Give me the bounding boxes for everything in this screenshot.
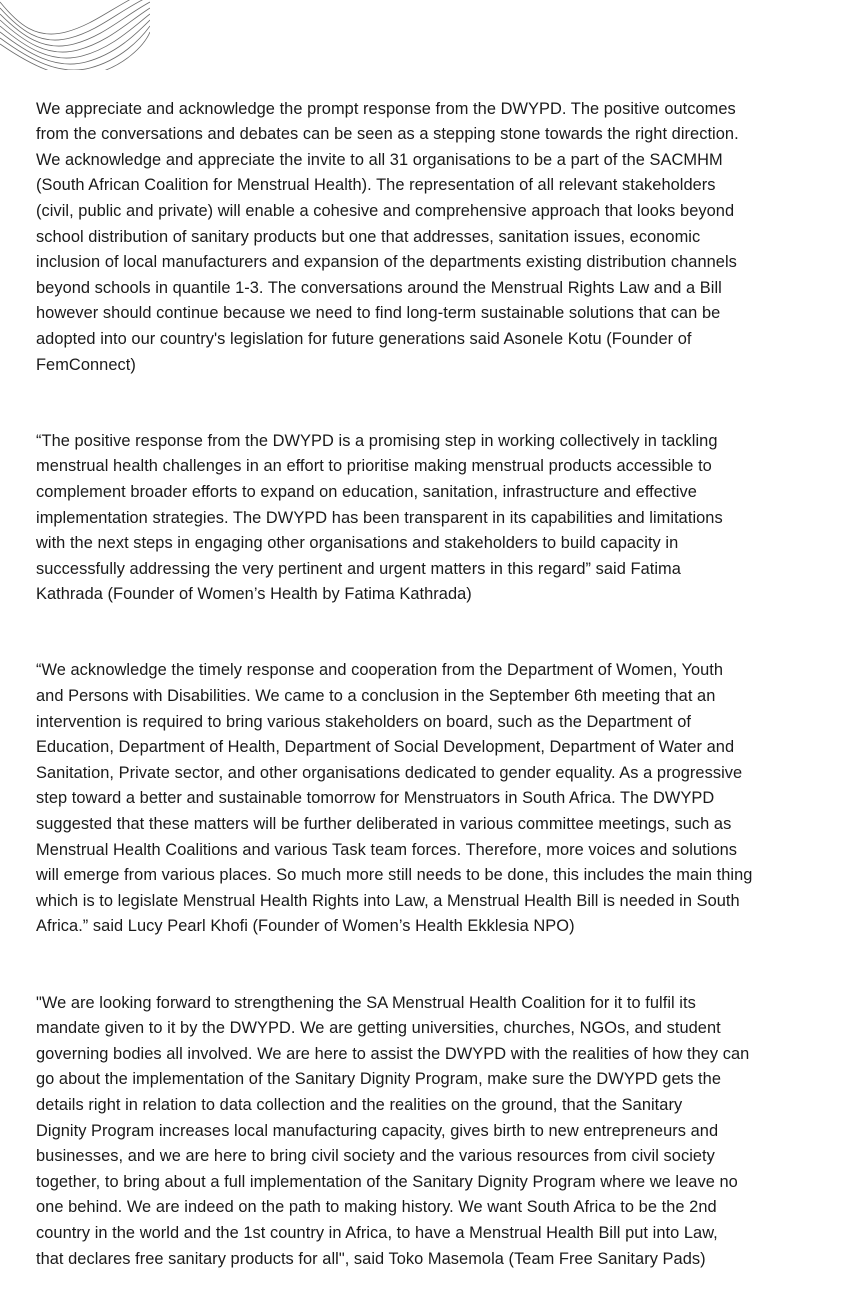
- paragraph-lucy-pearl-khofi: [36, 633, 826, 940]
- text-line: complement broader efforts to expand on education, sanitation, infrastructure and effective: [36, 482, 697, 501]
- text-line: Sanitation, Private sector, and other organisations dedicated to gender equality. As a progressive: [36, 763, 743, 782]
- text-line: intervention is required to bring various stakeholders on board, such as the Department of: [36, 712, 692, 731]
- text-line: Kathrada (Founder of Women’s Health by Fatima Kathrada): [36, 585, 472, 604]
- text-line: governing bodies all involved. We are here to assist the DWYPD with the realities of how they can: [36, 1044, 750, 1063]
- text-line: (South African Coalition for Menstrual Health). The representation of all relevant stakeholders: [36, 176, 716, 195]
- text-line: school distribution of sanitary products but one that addresses, sanitation issues, economic: [36, 227, 701, 246]
- text-line: from the conversations and debates can be seen as a stepping stone towards the right direction.: [36, 125, 739, 144]
- text-line: go about the implementation of the Sanitary Dignity Program, make sure the DWYPD gets the: [36, 1070, 721, 1089]
- text-line: country in the world and the 1st country in Africa, to have a Menstrual Health Bill put into Law,: [36, 1223, 718, 1242]
- text-line: adopted into our country's legislation for future generations said Asonele Kotu (Founder of: [36, 329, 692, 348]
- document-body: [36, 71, 826, 1297]
- text-line: implementation strategies. The DWYPD has been transparent in its capabilities and limitations: [36, 508, 723, 527]
- text-line: with the next steps in engaging other organisations and stakeholders to build capacity in: [36, 534, 679, 553]
- text-line: however should continue because we need to find long-term sustainable solutions that can be: [36, 304, 721, 323]
- text-line: details right in relation to data collection and the realities on the ground, that the Sanitary: [36, 1095, 683, 1114]
- text-line: Menstrual Health Coalitions and various Task team forces. Therefore, more voices and solutions: [36, 840, 738, 859]
- text-line: menstrual health challenges in an effort to prioritise making menstrual products accessible to: [36, 457, 712, 476]
- text-line: We appreciate and acknowledge the prompt response from the DWYPD. The positive outcomes: [36, 99, 736, 118]
- paragraph-asonele-kotu: [36, 71, 826, 378]
- text-line: “The positive response from the DWYPD is a promising step in working collectively in tackling: [36, 431, 718, 450]
- text-line: that declares free sanitary products for all", said Toko Masemola (Team Free Sanitary Pads): [36, 1249, 706, 1268]
- text-line: We acknowledge and appreciate the invite to all 31 organisations to be a part of the SACMHM: [36, 150, 723, 169]
- text-line: suggested that these matters will be further deliberated in various committee meetings, such as: [36, 815, 732, 834]
- text-line: beyond schools in quantile 1-3. The conversations around the Menstrual Rights Law and a Bill: [36, 278, 722, 297]
- text-line: will emerge from various places. So much more still needs to be done, this includes the main thing: [36, 866, 753, 885]
- text-line: successfully addressing the very pertinent and urgent matters in this regard” said Fatima: [36, 559, 681, 578]
- paragraph-toko-masemola: [36, 965, 826, 1272]
- text-line: businesses, and we are here to bring civil society and the various resources from civil society: [36, 1147, 715, 1166]
- text-line: Africa.” said Lucy Pearl Khofi (Founder of Women’s Health Ekklesia NPO): [36, 917, 575, 936]
- text-line: together, to bring about a full implementation of the Sanitary Dignity Program where we leave no: [36, 1172, 738, 1191]
- text-line: "We are looking forward to strengthening the SA Menstrual Health Coalition for it to fulfil its: [36, 993, 696, 1012]
- text-line: inclusion of local manufacturers and expansion of the departments existing distribution channels: [36, 253, 737, 272]
- text-line: Dignity Program increases local manufacturing capacity, gives birth to new entrepreneurs and: [36, 1121, 719, 1140]
- text-line: one behind. We are indeed on the path to making history. We want South Africa to be the 2nd: [36, 1198, 717, 1217]
- text-line: FemConnect): [36, 355, 136, 374]
- text-line: step toward a better and sustainable tomorrow for Menstruators in South Africa. The DWYPD: [36, 789, 715, 808]
- corner-wave-lines-icon: [0, 0, 150, 70]
- paragraph-fatima-kathrada: [36, 403, 826, 608]
- text-line: (civil, public and private) will enable a cohesive and comprehensive approach that looks beyond: [36, 201, 735, 220]
- text-line: “We acknowledge the timely response and cooperation from the Department of Women, Youth: [36, 661, 724, 680]
- text-line: Education, Department of Health, Department of Social Development, Department of Water and: [36, 738, 735, 757]
- text-line: and Persons with Disabilities. We came to a conclusion in the September 6th meeting that an: [36, 687, 716, 706]
- text-line: mandate given to it by the DWYPD. We are getting universities, churches, NGOs, and student: [36, 1019, 721, 1038]
- text-line: which is to legislate Menstrual Health Rights into Law, a Menstrual Health Bill is needed in South: [36, 891, 740, 910]
